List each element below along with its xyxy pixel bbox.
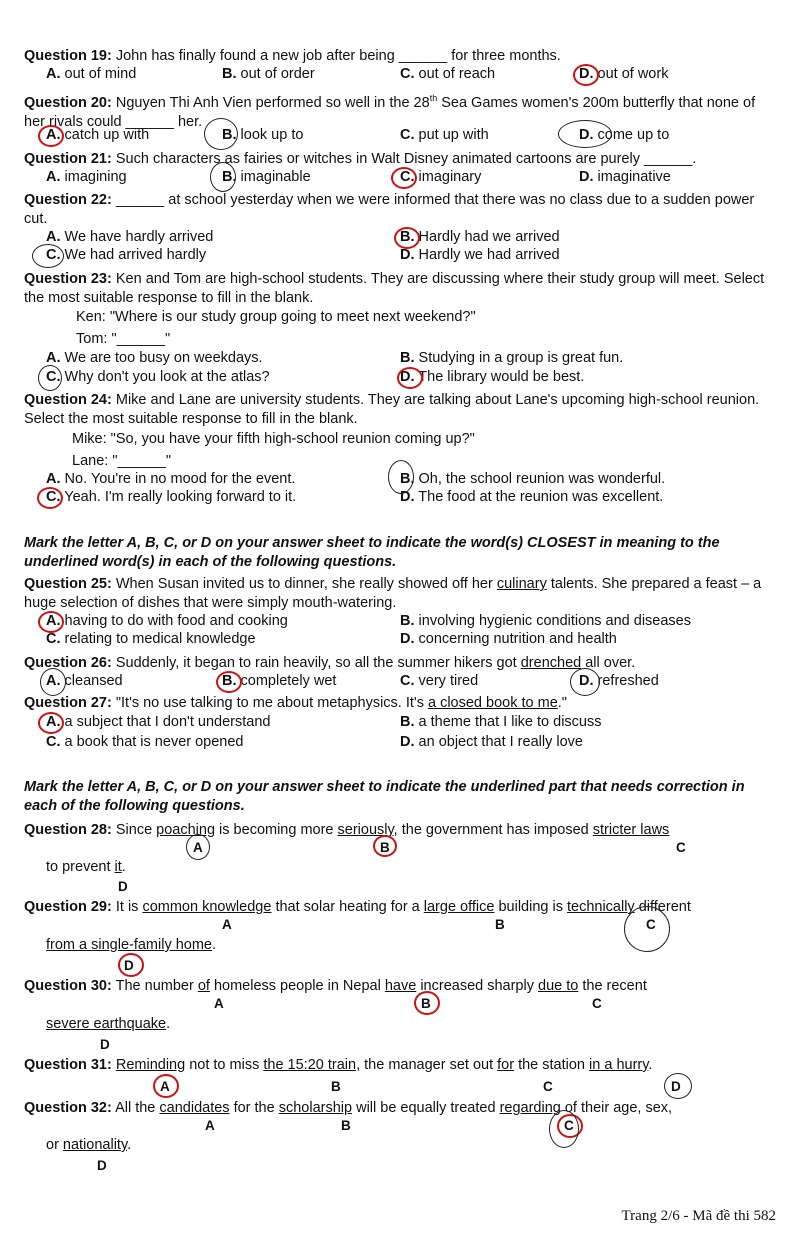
option-c: C. relating to medical knowledge <box>46 631 256 647</box>
dialogue-line: Lane: "______" <box>72 453 171 469</box>
option-b: B. Oh, the school reunion was wonderful. <box>400 471 666 487</box>
dialogue-line: Mike: "So, you have your fifth high-school reunion coming up?" <box>72 431 475 447</box>
option-c: C. put up with <box>400 127 489 143</box>
options-26 <box>24 673 784 692</box>
option-a: A. having to do with food and cooking <box>46 613 288 629</box>
question-25: Question 25: When Susan invited us to dinner, she really showed off her culinary talents. She prepared a feast – a huge selection of dishes that were simply mouth-watering. <box>24 576 762 611</box>
option-c: C. imaginary <box>400 169 482 185</box>
options-23-row2 <box>24 369 784 388</box>
question-label: Question 19: <box>24 48 112 64</box>
part-label-d: D <box>97 1158 107 1173</box>
option-a: A. out of mind <box>46 66 137 82</box>
question-30: Question 30: The number of homeless people in Nepal have increased sharply due to the recent <box>24 978 647 994</box>
dialogue-line: Tom: "______" <box>76 331 171 347</box>
question-32: Question 32: All the candidates for the scholarship will be equally treated regarding of their age, sex, <box>24 1100 673 1116</box>
option-d: D. come up to <box>579 127 670 143</box>
option-b: B. Hardly had we arrived <box>400 229 560 245</box>
option-d: D. The food at the reunion was excellent. <box>400 489 664 505</box>
option-d: D. The library would be best. <box>400 369 585 385</box>
option-c: C. very tired <box>400 673 479 689</box>
options-27-row1 <box>24 714 784 733</box>
part-label-c: C <box>592 996 602 1011</box>
part-label-d: D <box>118 879 128 894</box>
option-d: D. refreshed <box>579 673 659 689</box>
option-a: A. No. You're in no mood for the event. <box>46 471 296 487</box>
option-d: D. Hardly we had arrived <box>400 247 560 263</box>
question-22: Question 22: ______ at school yesterday when we were informed that there was no class due to a sudden power cut. <box>24 192 755 227</box>
option-c: C. We had arrived hardly <box>46 247 207 263</box>
option-b: B. imaginable <box>222 169 311 185</box>
question-19 <box>24 47 778 66</box>
options-24-row1 <box>24 471 784 490</box>
options-24-row2 <box>24 489 784 508</box>
section-instruction: Mark the letter A, B, C, or D on your answer sheet to indicate the word(s) CLOSEST in meaning to the underlined word(s) in each of the following questions. <box>24 535 720 570</box>
option-a: A. We are too busy on weekdays. <box>46 350 263 366</box>
part-label-a: A <box>205 1118 215 1133</box>
question-31: Question 31: Reminding not to miss the 15:20 train, the manager set out for the station in a hurry. <box>24 1057 653 1073</box>
section-instruction: Mark the letter A, B, C, or D on your answer sheet to indicate the underlined part that needs correction in each of the following questions. <box>24 779 745 814</box>
part-label-b: B <box>421 996 431 1011</box>
dialogue-line: Ken: "Where is our study group going to meet next weekend?" <box>76 309 476 325</box>
options-19 <box>24 66 784 85</box>
part-label-c: C <box>676 840 686 855</box>
part-label-d: D <box>671 1079 681 1094</box>
options-25-row2 <box>24 631 784 650</box>
question-23: Question 23: Ken and Tom are high-school students. They are discussing where their study group will meet. Select the most suitable response to fill in the blank. <box>24 271 765 306</box>
option-a: A. cleansed <box>46 673 123 689</box>
option-a: A. We have hardly arrived <box>46 229 214 245</box>
question-24: Question 24: Mike and Lane are university students. They are talking about Lane's upcoming high-school reunion. Select the most suitable response to fill in the blank. <box>24 392 760 427</box>
option-a: A. catch up with <box>46 127 150 143</box>
option-c: C. Why don't you look at the atlas? <box>46 369 270 385</box>
part-label-b: B <box>331 1079 341 1094</box>
page-footer: Trang 2/6 - Mã đề thi 582 <box>621 1208 776 1224</box>
options-22-row1 <box>24 229 784 248</box>
option-b: B. completely wet <box>222 673 337 689</box>
option-a: A. a subject that I don't understand <box>46 714 271 730</box>
part-label-b: B <box>341 1118 351 1133</box>
part-label-a: A <box>160 1079 170 1094</box>
question-27: Question 27: "It's no use talking to me about metaphysics. It's a closed book to me." <box>24 695 567 711</box>
options-21 <box>24 169 784 188</box>
option-b: B. a theme that I like to discuss <box>400 714 602 730</box>
option-d: D. out of work <box>579 66 669 82</box>
option-c: C. out of reach <box>400 66 496 82</box>
question-28: Question 28: Since poaching is becoming more seriously, the government has imposed stricter laws <box>24 822 670 838</box>
part-label-b: B <box>380 840 390 855</box>
part-label-d: D <box>100 1037 110 1052</box>
question-20: Question 20: Nguyen Thi Anh Vien performed so well in the 28th Sea Games women's 200m butterfly that none of her rivals could ______ her. <box>24 93 756 130</box>
options-25-row1 <box>24 613 784 632</box>
question-26: Question 26: Suddenly, it began to rain heavily, so all the summer hikers got drenched all over. <box>24 655 636 671</box>
options-27-row2 <box>24 734 784 753</box>
question-text: John has finally found a new job after being ______ for three months. <box>115 48 561 64</box>
options-23-row1 <box>24 350 784 369</box>
options-22-row2 <box>24 247 784 266</box>
option-b: B. look up to <box>222 127 304 143</box>
option-b: B. involving hygienic conditions and diseases <box>400 613 691 629</box>
option-b: B. Studying in a group is great fun. <box>400 350 624 366</box>
question-30-cont: severe earthquake. <box>46 1016 171 1032</box>
option-b: B. out of order <box>222 66 315 82</box>
part-label-c: C <box>543 1079 553 1094</box>
part-label-c: C <box>646 917 656 932</box>
option-c: C. a book that is never opened <box>46 734 244 750</box>
question-29: Question 29: It is common knowledge that solar heating for a large office building is technically different <box>24 899 691 915</box>
option-d: D. an object that I really love <box>400 734 583 750</box>
options-20 <box>24 127 784 146</box>
option-d: D. concerning nutrition and health <box>400 631 617 647</box>
part-label-d: D <box>124 958 134 973</box>
question-29-cont: from a single-family home. <box>46 937 217 953</box>
option-d: D. imaginative <box>579 169 671 185</box>
option-c: C. Yeah. I'm really looking forward to it. <box>46 489 297 505</box>
question-21: Question 21: Such characters as fairies or witches in Walt Disney animated cartoons are purely ______. <box>24 151 697 167</box>
question-28-cont: to prevent it. <box>46 859 126 875</box>
option-a: A. imagining <box>46 169 127 185</box>
part-label-a: A <box>214 996 224 1011</box>
part-label-a: A <box>193 840 203 855</box>
question-32-cont: or nationality. <box>46 1137 132 1153</box>
part-label-b: B <box>495 917 505 932</box>
part-label-a: A <box>222 917 232 932</box>
part-label-c: C <box>564 1118 574 1133</box>
